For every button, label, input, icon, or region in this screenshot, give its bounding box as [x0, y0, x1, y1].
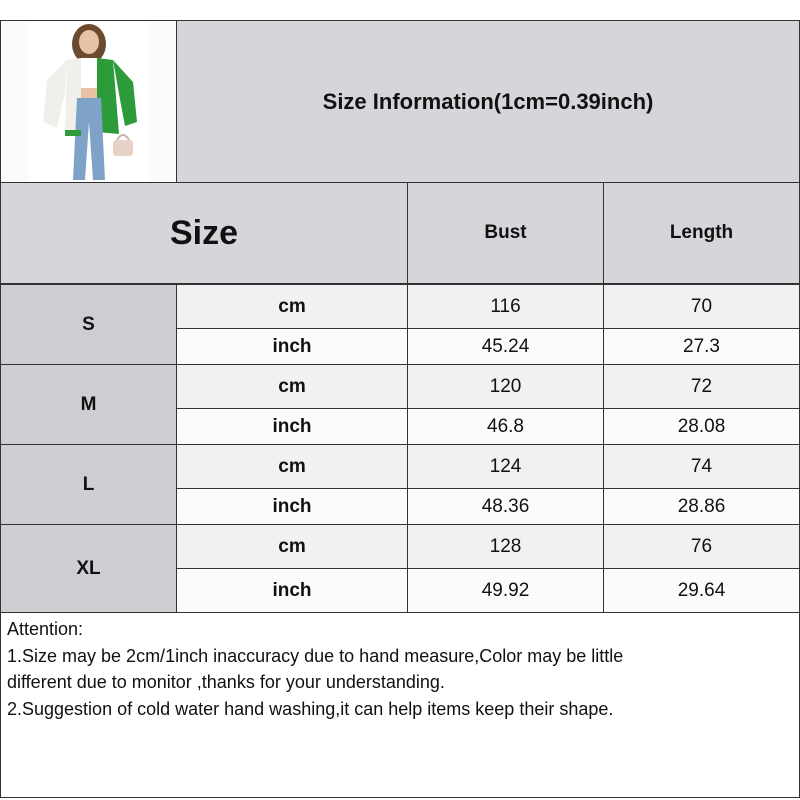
- unit-label: inch: [272, 415, 312, 437]
- size-label-cell: [0, 364, 177, 445]
- attention-line: 1.Size may be 2cm/1inch inaccuracy due to hand measure,Color may be little: [7, 645, 624, 666]
- unit-label: cm: [278, 295, 306, 317]
- column-header-bust: [407, 182, 604, 284]
- column-header-length: [603, 182, 800, 284]
- unit-label: inch: [272, 579, 312, 601]
- size-label: S: [82, 313, 95, 335]
- value-cell: [407, 328, 604, 365]
- bust-value: 45.24: [481, 335, 530, 357]
- chart-title: [176, 20, 800, 183]
- size-header-cell: [0, 182, 408, 284]
- unit-cell-cm: [176, 524, 408, 569]
- value-cell: [603, 364, 800, 409]
- unit-cell-inch: [176, 568, 408, 613]
- attention-line: different due to monitor ,thanks for your understanding.: [7, 672, 445, 692]
- unit-cell-inch: [176, 488, 408, 525]
- value-cell: [407, 488, 604, 525]
- bust-value: 120: [489, 375, 522, 397]
- value-cell: [407, 408, 604, 445]
- size-label: M: [80, 393, 97, 415]
- unit-label: cm: [278, 375, 306, 397]
- length-value: 76: [690, 535, 713, 557]
- unit-label: inch: [272, 495, 312, 517]
- unit-cell-cm: [176, 284, 408, 329]
- value-cell: [603, 328, 800, 365]
- value-cell: [603, 408, 800, 445]
- value-cell: [603, 284, 800, 329]
- bust-value: 124: [489, 455, 522, 477]
- size-label-cell: [0, 284, 177, 365]
- bust-value: 48.36: [481, 495, 530, 517]
- value-cell: [407, 444, 604, 489]
- unit-cell-inch: [176, 408, 408, 445]
- length-value: 72: [690, 375, 713, 397]
- attention-heading: Attention:: [7, 619, 84, 639]
- unit-cell-cm: [176, 364, 408, 409]
- value-cell: [407, 568, 604, 613]
- value-cell: [603, 488, 800, 525]
- bust-value: 116: [490, 295, 521, 317]
- unit-cell-inch: [176, 328, 408, 365]
- bust-value: 46.8: [487, 415, 524, 437]
- value-cell: [407, 364, 604, 409]
- unit-label: cm: [278, 455, 306, 477]
- value-cell: [407, 524, 604, 569]
- unit-label: inch: [272, 335, 312, 357]
- size-label-cell: [0, 524, 177, 613]
- size-label-cell: [0, 444, 177, 525]
- size-label: XL: [76, 557, 101, 579]
- product-image: [29, 22, 149, 182]
- length-value: 74: [690, 455, 713, 477]
- size-label: L: [82, 473, 95, 495]
- length-value: 27.3: [683, 335, 720, 357]
- unit-cell-cm: [176, 444, 408, 489]
- attention-notes: [0, 612, 800, 798]
- value-cell: [603, 524, 800, 569]
- value-cell: [603, 568, 800, 613]
- bust-value: 49.92: [481, 579, 530, 601]
- bust-value: 128: [489, 535, 522, 557]
- column-header-length-text: Length: [669, 222, 734, 243]
- length-value: 70: [690, 295, 713, 317]
- value-cell: [603, 444, 800, 489]
- value-cell: [407, 284, 604, 329]
- attention-line: 2.Suggestion of cold water hand washing,it can help items keep their shape.: [7, 698, 614, 719]
- title-text: Size Information(1cm=0.39inch): [322, 88, 654, 114]
- length-value: 28.86: [677, 495, 726, 517]
- column-header-bust-text: Bust: [484, 222, 527, 243]
- length-value: 28.08: [677, 415, 726, 437]
- product-photo: [0, 20, 177, 183]
- size-header-text: Size: [169, 213, 239, 252]
- unit-label: cm: [278, 535, 306, 557]
- length-value: 29.64: [677, 579, 726, 601]
